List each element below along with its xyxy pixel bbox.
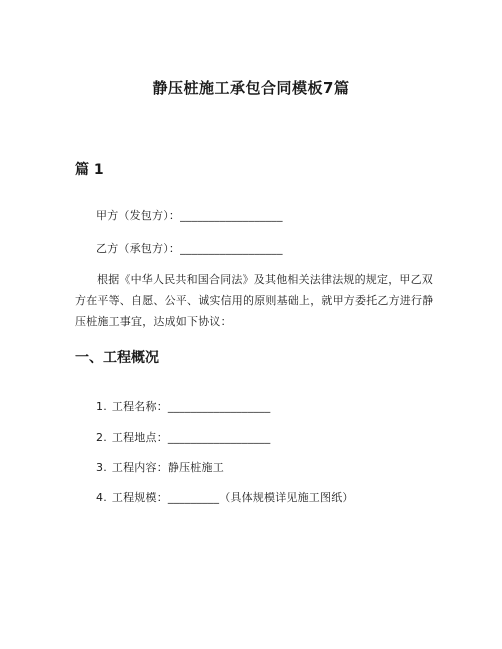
- list-item-number: 3.: [96, 461, 107, 474]
- list-item-number: 1.: [96, 400, 107, 413]
- list-item: [96, 489, 354, 507]
- list-item-number: 2.: [96, 431, 107, 444]
- list-item: [96, 429, 271, 447]
- party-a-line: 甲方（发包方）：__________________: [96, 209, 283, 222]
- list-item-text: 工程规模：_________（具体规模详见施工图纸）: [111, 491, 354, 504]
- intro-paragraph: 根据《中华人民共和国合同法》及其他相关法律法规的规定，甲乙双方在平等、自愿、公平、诚实信用的原则基础上，就甲方委托乙方进行静压桩施工事宜，达成如下协议：: [75, 273, 434, 328]
- list-item-text: 工程地点：__________________: [111, 431, 271, 444]
- document-title: 静压桩施工承包合同模板7篇: [152, 79, 350, 97]
- list-item-text: 工程名称：__________________: [111, 400, 271, 413]
- section-heading: 篇 1: [75, 162, 104, 178]
- list-item: [96, 459, 224, 477]
- list-item-number: 4.: [96, 491, 107, 504]
- chapter-heading: 一、工程概况: [75, 350, 159, 366]
- list-item-text: 工程内容：静压桩施工: [111, 461, 224, 474]
- party-b-line: 乙方（承包方）：__________________: [96, 242, 283, 255]
- list-item: [96, 398, 271, 416]
